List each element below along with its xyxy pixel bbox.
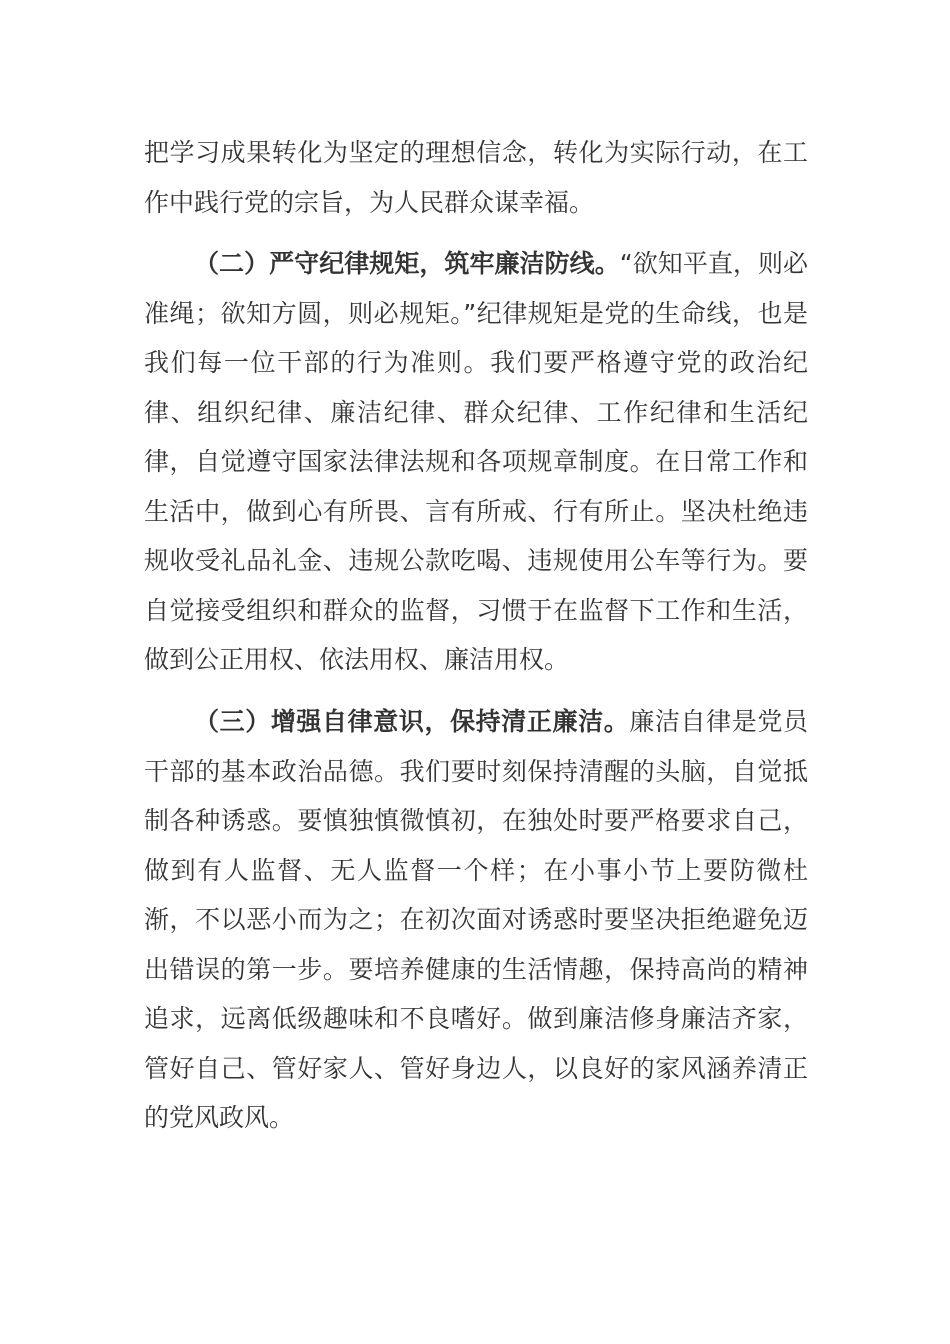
paragraph-continuation — [144, 128, 808, 227]
paragraph-body: “欲知平直，则必准绳；欲知方圆，则必规矩。”纪律规矩是党的生命线，也是我们每一位干部的行为准则。我们要严格遵守党的政治纪律、组织纪律、廉洁纪律、群众纪律、工作纪律和生活纪律，自觉遵守国家法律法规和各项规章制度。在日常工作和生活中，做到心有所畏、言有所戒、行有所止。坚决杜绝违规收受礼品礼金、违规公款吃喝、违规使用公车等行为。要自觉接受组织和群众的监督，习惯于在监督下工作和生活，做到公正用权、依法用权、廉洁用权。 — [144, 249, 808, 674]
paragraph-body-wrapper — [144, 697, 808, 1143]
paragraph-section-2 — [144, 239, 808, 685]
section-heading: （二）严守纪律规矩，筑牢廉洁防线。 — [194, 249, 620, 278]
paragraph-section-3 — [144, 697, 808, 1143]
section-heading: （三）增强自律意识，保持清正廉洁。 — [194, 707, 630, 736]
paragraph-body-wrapper — [144, 239, 808, 685]
paragraph-body: 把学习成果转化为坚定的理想信念，转化为实际行动，在工作中践行党的宗旨，为人民群众谋幸福。 — [144, 138, 808, 217]
paragraph-body: 廉洁自律是党员干部的基本政治品德。我们要时刻保持清醒的头脑，自觉抵制各种诱惑。要慎独慎微慎初，在独处时要严格要求自己，做到有人监督、无人监督一个样；在小事小节上要防微杜渐，不以恶小而为之；在初次面对诱惑时要坚决拒绝避免迈出错误的第一步。要培养健康的生活情趣，保持高尚的精神追求，远离低级趣味和不良嗜好。做到廉洁修身廉洁齐家，管好自己、管好家人、管好身边人，以良好的家风涵养清正的党风政风。 — [144, 707, 808, 1132]
